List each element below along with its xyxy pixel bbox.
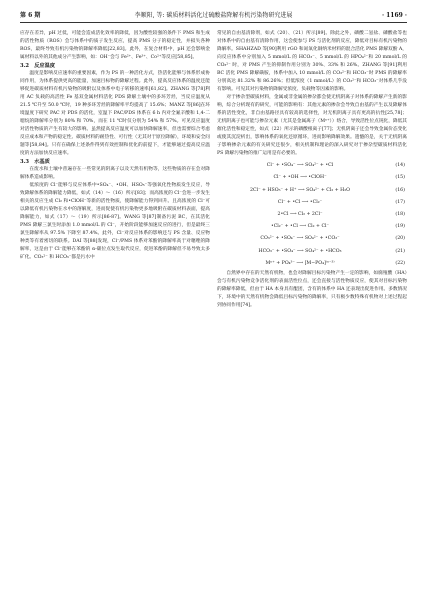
equation: [217, 185, 407, 197]
right-column: [217, 30, 407, 310]
equation: [217, 197, 407, 209]
paragraph-chloride-carbonate: 低浓度的 Cl⁻能够与反应体系中•SO₄⁻、•OH、HSO₅⁻等强氧化性物质发生反应，导致降解体系的降解能力降低，如式（14）～（16）所示[83]；而高浓度的 Cl⁻会进一步发生相关的反应生成 Cl₂ 和•ClOH⁻等新的活性物质，使降解能力得到回升。且高浓度的 Cl⁻可以降低有机污染物在水中的溶解度，进而促使有机污染物更多地吸附在碳质材料表面，提高降解能力，如式（17）～（19）所示[86-87]。WANG 等[87]制备污泥 BC，在其活化 PMS 降解三氯生时添加 1.0 mmol/L 的 Cl⁻，开始阶段能够加速反应的进行，但是最终三氯生降解率从 97.5% 下降至 87.4%。此外，Cl⁻对反应体系的影响还与 PS 含量、反应物种类等有着密切的联系。DAI 等[88]发现，Cl⁻/PMS 体系对苯酚的降解率高于对噻唑的降解率，这是由于 Cl⁻能够在苯酚的 α-碳位点发生取代反应，促进苯酚的降解但不易导致太多矿化。CO₃²⁻ 和 HCO₃⁻都是污水中: [20, 183, 210, 261]
equation-number: (17): [395, 199, 405, 205]
equation: [217, 221, 407, 233]
equation-number: (16): [395, 187, 405, 193]
paragraph-carbonate-continued: 常见的自由基清除剂，如式（20）、（21）所示[89]。除此之外，磷酸二氢盐、磷酸盐等也对体系中的自由基有清除作用，这会使参与 PS 与活化剂的反应，降低对目标有机污染物的降解率。SHAHZAD 等[90]利用 rGO 和氮氧化铜纳米材料的混合活化 PMS 降解双酚 A，向反应体系中分别加入 5 mmol/L 的 HCO₃⁻、5 mmol/L 的 HPO₄²⁻和 20 mmol/L 的 CO₃²⁻ 时，对 PMS 产生的抑制作用分别为 30%、33% 和 26%。ZHANG 等[91]利用 BC 活化 PMS 降解磺胺，体系中加入 10 mmol/L 的 CO₃²⁻和 HCO₃⁻时 PMS 的降解率分别高达 81.32% 和 86.26%；但低浓度（1 mmol/L）的 CO₃²⁻和 HCO₃⁻对体系几乎没有影响。可见其对污染物的降解受浓度、负载物等因素的影响。: [217, 31, 407, 93]
equation: [217, 160, 407, 172]
equation-formula: Cl⁻ + •SO₄⁻ ⟶ SO₄²⁻ + •Cl: [266, 163, 334, 169]
paragraph-water-matrix-intro: 在废水和土壤中普遍存在一些常见的阴离子以及天然有机物等，这些物质的存在会对降解体系造成影响。: [20, 167, 210, 181]
equation-formula: Mⁿ⁺ + PO₄³⁻ ⟶ [M−PO₄]⁽ⁿ⁻³⁾: [265, 260, 335, 266]
equation: [217, 246, 407, 258]
equation-number: (20): [395, 236, 405, 242]
equation: [217, 258, 407, 270]
equation-number: (18): [395, 212, 405, 217]
equation: [217, 172, 407, 184]
equation-number: (15): [395, 175, 405, 181]
equation-number: (14): [395, 163, 405, 169]
paragraph-natural-organic-matter: 自然界中存在的天然有机物，也会对降解目标污染物产生一定的影响，如腐殖酸（HA）会与有机污染物竞争活化剂的表面活性位点，还会直接与活性物质反应，使其对目标污染物的降解率降低，但由于 HA 本身具有醌团，含有的体系中 HA 还表现出促进作用。多数情况下，环境中的天然有机物会降低目标污染物的降解率，只有极少数特殊有机物对上述过程起到协同作用[74]。: [217, 270, 407, 308]
paragraph-temperature: 温度是影响反应速率的重要因素，作为 PS 的一种活化方式，热活化能够与体系形成协同作用，为体系提供更高的能量，加速目标物的降解过程。此外，提高反应体系的温度还能够促进碳质材料有机污染物的吸附以及体系中电子转移的速率[61,82]。ZHANG 等[78]利用 AC 负载的高活性 Fe 基双金属材料活化 PDS 降解土壤中的多环芳烃，当反应温度从 21.5 ℃升至 50.0 ℃时，19 种多环芳烃的降解率平均提高了 15.6%；MANZ 等[86]在环境温度下研究 PAC 对 PDS 的活化，室温下 PAC/PDS 体系在 6 h 内对全氟辛酸和 1,4-二噁烷的降解率分别为 80% 和 70%，而在 11 ℃时仅分别为 54% 和 57%。可见反应温度对活性物质的产生有较大的影响。虽然提高反应温度可以加快降解速率，但也需要综合考虑反应成本和产物的稳定性、碳质材料的耐热性、可行性（无其对于原位降解），环境和安全问题等[58,84]。只有在确保上述条件得到有效控制和优化的前提下，才能够通过提高反应温度的方法加快反应速率。: [20, 71, 210, 157]
section-heading-temperature: 3.2 反应温度: [20, 63, 55, 70]
equation-formula: •Cl₂⁻ + •Cl ⟶ Cl₂ + Cl⁻: [270, 224, 330, 230]
equation: [217, 233, 407, 245]
equation-number: (19): [395, 224, 405, 230]
page-number: · 1169 ·: [381, 12, 407, 19]
equation-formula: 2Cl⁻ + HSO₅⁻ + H⁺ ⟶ SO₄²⁻ + Cl₂ + H₂O: [250, 187, 350, 193]
equation-formula: Cl⁻ + •OH ⟶ •ClOH⁻: [273, 175, 327, 181]
equation-formula: HCO₃⁻ + •SO₄⁻ ⟶ SO₄²⁻ + •HCO₃: [258, 248, 342, 254]
equation-formula: CO₃²⁻ + •SO₄⁻ ⟶ SO₄²⁻ + •CO₃⁻: [260, 236, 340, 242]
running-header: [20, 10, 407, 23]
issue-number: 第 6 期: [20, 12, 41, 19]
running-title: 李顺阳, 等: 碳质材料活化过硫酸盐降解有机污染物研究进展: [134, 12, 293, 19]
equation-list: [217, 160, 407, 270]
equation-number: (22): [395, 260, 405, 266]
left-column: [20, 30, 210, 262]
equation-formula: 2•Cl ⟶ Cl₂ + 2Cl⁻: [277, 212, 323, 217]
equation-formula: Cl⁻ + •Cl ⟶ •Cl₂⁻: [277, 199, 323, 205]
paragraph-doped-materials: 对于掺杂型碳质材料，金属或非金属的掺杂都会使无机阴离子对体系的降解产生新的影响，综合分析现有的研究，可能的影响有：其他元素的掺杂会导致自由基的产生以及降解体系的活性变化，非自由基路径具有较高的选择性，对无机阴离子具有更高的抗性[25,78]；无机阴离子也可能与掺杂元素（尤其是金属离子（Mⁿ⁺））络合，导致活性位点钝化，降低其催化活性和稳定性，如式（22）所示的磷酸根离子[77]；无机阴离子还会导致金属价态变化或使其沉淀析出，影响体系的氧化还原循环，进而影响降解效果。遗憾的是，关于无机阴离子影响掺杂元素的有关研究还很少，相关机制和理论的深入研究对于掺杂型碳质材料活化 PS 降解污染物的推广运用是有必要的。: [217, 95, 407, 157]
section-heading-water-matrix: 3.3 水基质: [20, 159, 50, 166]
paragraph-ph-effect: 应存在差异，pH 过低，可能会造成活化效率的降低，因为酸性较强的条件下 PMS 和生成的活性物质（ROS）会与体系中的质子发生反应，提高 PMS 分子的稳定性，并损失各种 ROS，最终导致有机污染物的降解率降低[22,83]。此外，在复合材料中，pH 还会影响金属材料以外的其他成分产生影响，如：OH⁻会与 Fe²⁺、Fe³⁺、Co²⁺等反应[58,85]。: [20, 31, 210, 61]
equation: [217, 209, 407, 221]
equation-number: (21): [395, 248, 405, 254]
